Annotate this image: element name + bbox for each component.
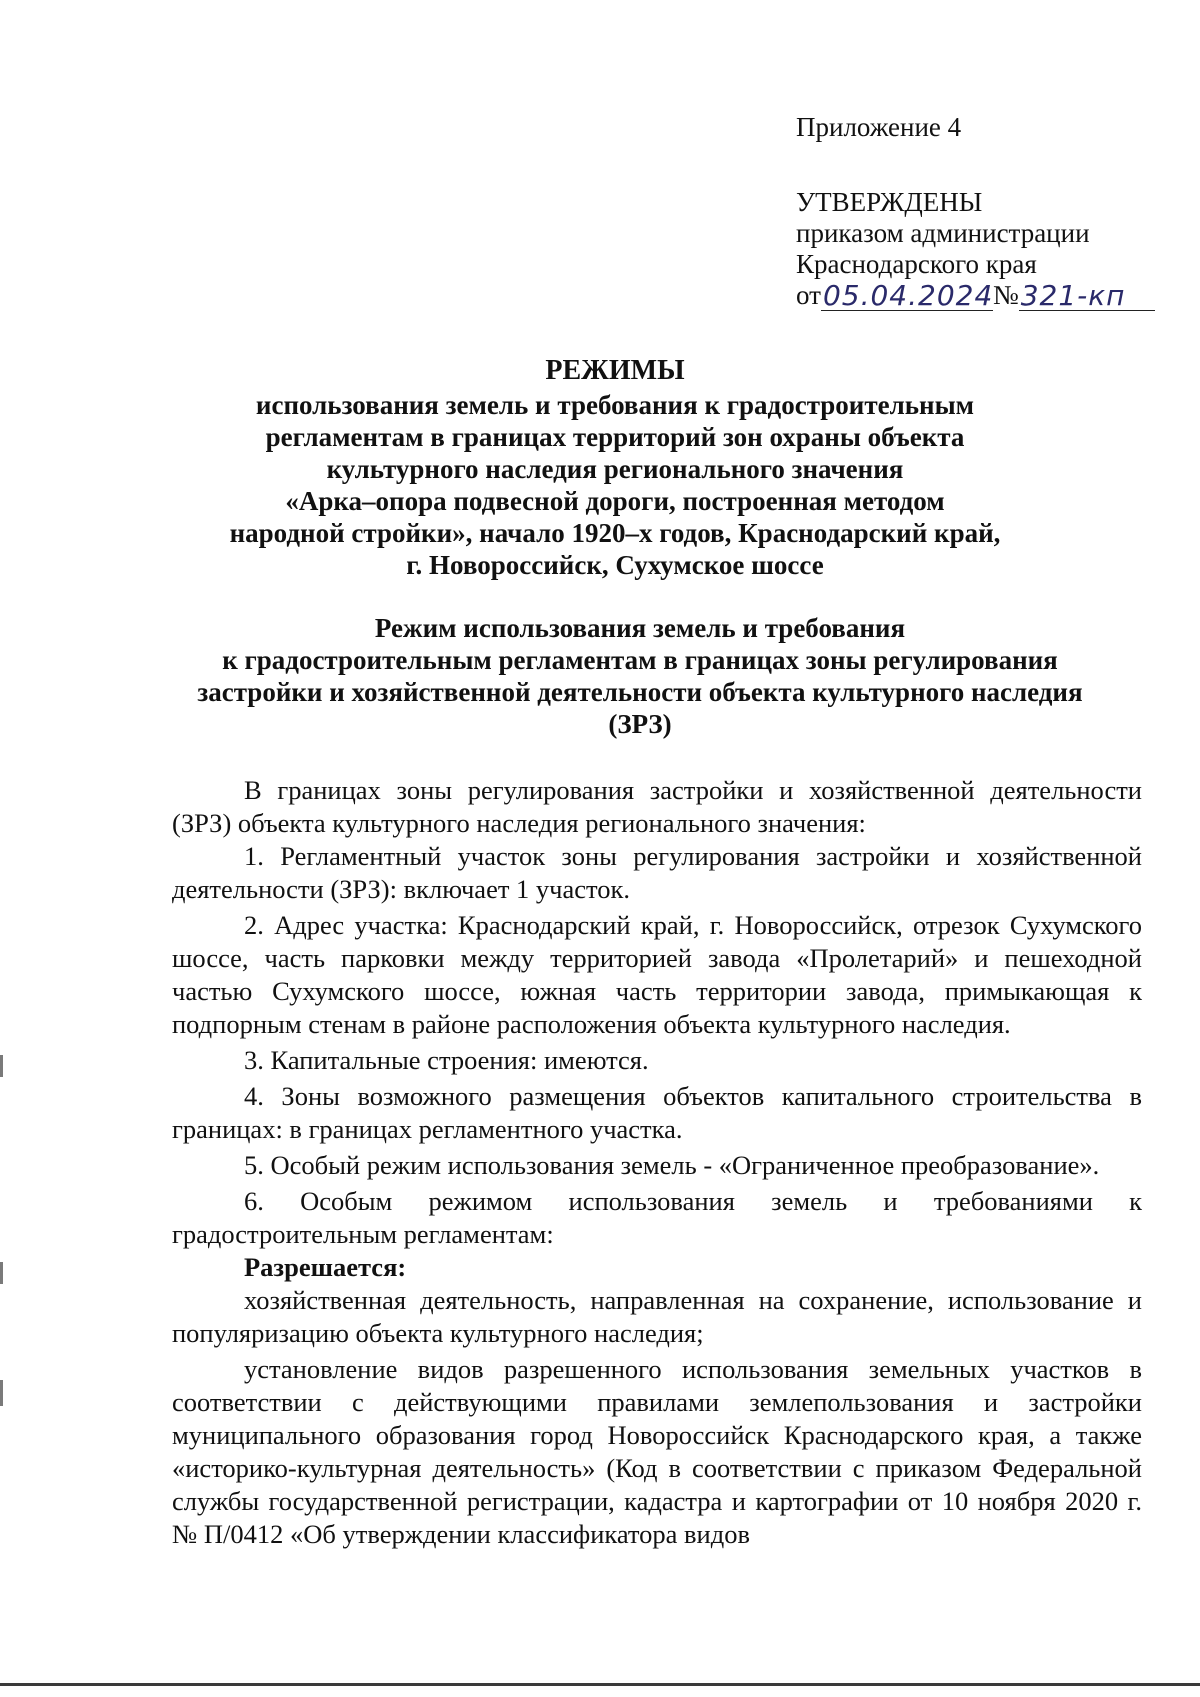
scan-artifact xyxy=(0,1262,3,1284)
from-prefix: от xyxy=(796,280,821,310)
paragraph-item-4: 4. Зоны возможного размещения объектов капитального строительства в границах: в границах регламентного участка. xyxy=(172,1081,1142,1144)
approval-line-2: Краснодарского края xyxy=(796,249,1037,279)
scan-artifact xyxy=(0,1055,3,1077)
handwritten-number: 321-кп xyxy=(1019,282,1155,311)
paragraph-intro: В границах зоны регулирования застройки и хозяйственной деятельности (ЗРЗ) объекта культурного наследия регионального значения: xyxy=(172,775,1142,838)
document-title xyxy=(150,355,1080,581)
scan-bottom-edge xyxy=(0,1683,1200,1686)
section-subtitle xyxy=(150,612,1130,740)
paragraph-item-6: 6. Особым режимом использования земель и требованиями к градостроительным регламентам: xyxy=(172,1186,1142,1249)
approval-line-1: приказом администрации xyxy=(796,218,1090,248)
paragraph-allowed-2: установление видов разрешенного использования земельных участков в соответствии с действующими правилами землепользования и застройки муниципального образования город Новороссийск Краснодарского края, а также «историко-культурная деятельность» (Код в соответствии с приказом Федеральной службы государственной регистрации, кадастра и картографии от 10 ноября 2020 г. № П/0412 «Об утверждении классификатора видов xyxy=(172,1354,1142,1549)
approval-block xyxy=(796,112,1155,311)
document-body xyxy=(172,774,1142,1551)
allowed-heading: Разрешается: xyxy=(244,1252,407,1282)
annex-label: Приложение 4 xyxy=(796,112,962,142)
paragraph-item-2: 2. Адрес участка: Краснодарский край, г. Новороссийск, отрезок Сухумского шоссе, часть парковки между территорией завода «Пролетарий» и пешеходной частью Сухумского шоссе, южная часть территории завода, примыкающая к подпорным стенам в районе расположения объекта культурного наследия. xyxy=(172,910,1142,1039)
subtitle-line: застройки и хозяйственной деятельности объекта культурного наследия xyxy=(197,677,1083,707)
title-line: «Арка–опора подвесной дороги, построенная методом xyxy=(285,486,945,516)
title-line: регламентам в границах территорий зон охраны объекта xyxy=(265,422,965,452)
title-line: г. Новороссийск, Сухумское шоссе xyxy=(406,550,824,580)
paragraph-item-3: 3. Капитальные строения: имеются. xyxy=(244,1045,649,1075)
scan-artifact xyxy=(0,1380,3,1406)
paragraph-allowed-1: хозяйственная деятельность, направленная на сохранение, использование и популяризацию объекта культурного наследия; xyxy=(172,1285,1142,1348)
subtitle-line: к градостроительным регламентам в границах зоны регулирования xyxy=(222,645,1058,675)
paragraph-item-1: 1. Регламентный участок зоны регулирования застройки и хозяйственной деятельности (ЗРЗ): включает 1 участок. xyxy=(172,841,1142,904)
subtitle-line: (ЗРЗ) xyxy=(608,709,672,739)
title-line: народной стройки», начало 1920–х годов, Краснодарский край, xyxy=(229,518,1001,548)
title-main: РЕЖИМЫ xyxy=(545,355,685,386)
paragraph-item-5: 5. Особый режим использования земель - «Ограниченное преобразование». xyxy=(244,1150,1100,1180)
approved-label: УТВЕРЖДЕНЫ xyxy=(796,187,983,217)
number-prefix: № xyxy=(992,280,1019,310)
title-line: культурного наследия регионального значения xyxy=(326,454,904,484)
title-line: использования земель и требования к градостроительным xyxy=(255,390,975,420)
subtitle-line: Режим использования земель и требования xyxy=(374,613,906,643)
handwritten-date: 05.04.2024 xyxy=(822,279,994,312)
approval-date-line xyxy=(796,280,1155,311)
